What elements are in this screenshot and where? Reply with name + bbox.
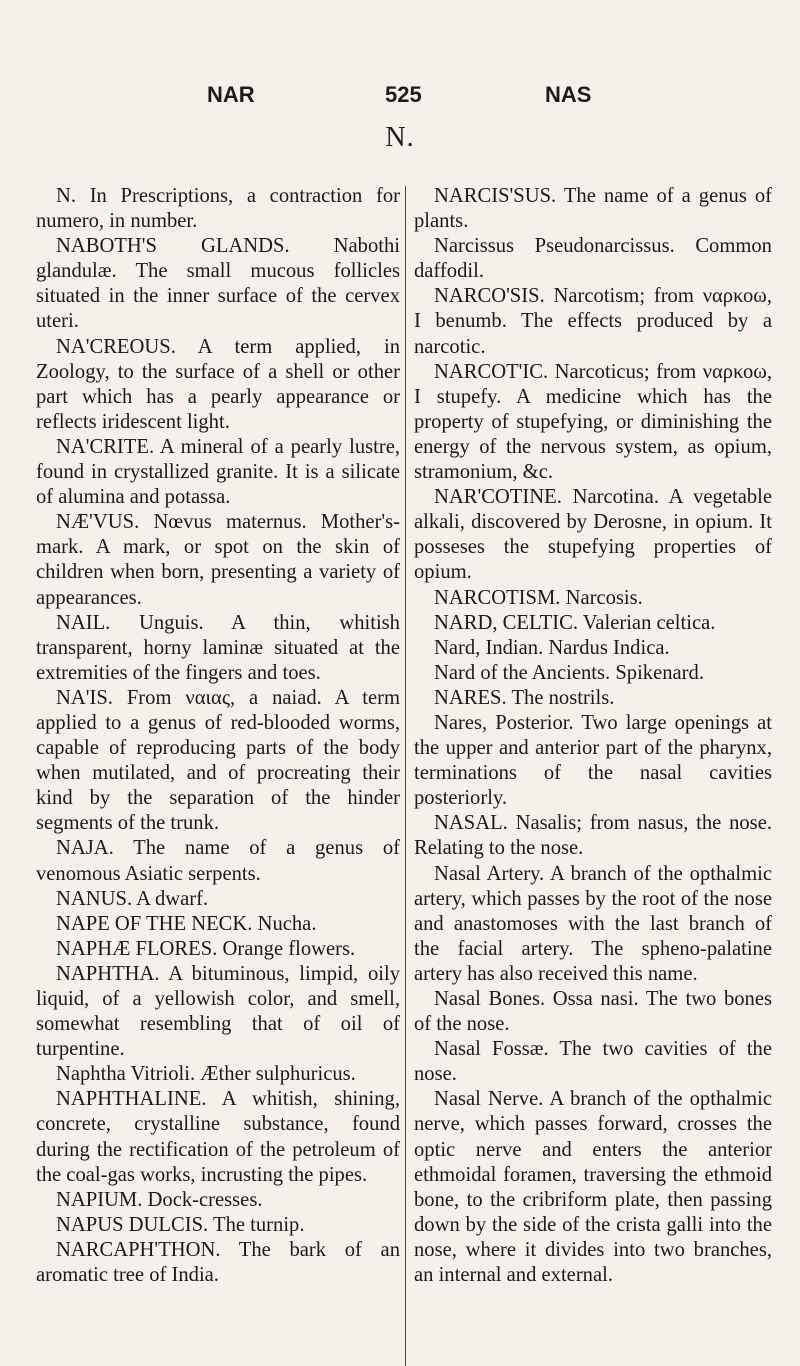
entry-headword: NAPIUM. [56, 1188, 143, 1211]
entry-headword: Nasal Nerve. [434, 1088, 544, 1111]
dictionary-entry [36, 184, 400, 234]
dictionary-entry [36, 1188, 400, 1213]
dictionary-entry [36, 1213, 400, 1238]
running-head-left: NAR [207, 82, 255, 107]
dictionary-entry [414, 811, 772, 861]
entry-headword: NANUS. [56, 887, 133, 910]
entry-definition: The nostrils. [511, 686, 615, 709]
entry-headword: Nard, Indian. [434, 636, 544, 659]
entry-definition: Unguis. A thin, whitish transparent, horny laminæ situated at the extremities of the fingers and toes. [36, 611, 400, 684]
dictionary-entry [36, 234, 400, 334]
entry-definition: Orange flowers. [222, 937, 356, 960]
entry-definition: Ossa nasi. The two bones of the nose. [414, 988, 772, 1036]
dictionary-entry [414, 862, 772, 987]
entry-definition: Spikenard. [615, 661, 704, 684]
entry-headword: NARD, CELTIC. [434, 611, 578, 634]
entry-headword: NÆ'VUS. [56, 511, 140, 534]
entry-definition: A dwarf. [136, 887, 209, 910]
dictionary-entry [36, 611, 400, 686]
entry-definition: The two cavities of the nose. [414, 1038, 772, 1086]
entry-headword: NA'CRITE. [56, 435, 155, 458]
entry-headword: Naphtha Vitrioli. [56, 1063, 196, 1086]
dictionary-entry [36, 510, 400, 610]
dictionary-entry [36, 836, 400, 886]
dictionary-entry [414, 686, 772, 711]
dictionary-entry [414, 184, 772, 234]
dictionary-entry [414, 1037, 772, 1087]
entry-headword: NARCOT'IC. [434, 360, 549, 383]
entry-definition: The bark of an aromatic tree of India. [36, 1238, 400, 1287]
entry-headword: NAPHÆ FLORES. [56, 937, 218, 960]
entry-headword: NARCIS'SUS. [434, 185, 557, 207]
entry-headword: Nard of the Ancients. [434, 661, 611, 684]
entry-definition: In Prescriptions, a contraction for numero, in number. [36, 185, 400, 233]
entry-headword: NAPUS DULCIS. [56, 1213, 209, 1236]
left-column [36, 184, 400, 1288]
dictionary-entry [36, 887, 400, 912]
column-divider [405, 186, 406, 1366]
dictionary-entry [36, 1238, 400, 1288]
right-column [414, 184, 772, 1288]
entry-definition: Narcotina. A vegetable alkali, discovered by Derosne, in opium. It posseses the stupefying properties of opium. [414, 486, 772, 584]
entry-definition: A bituminous, limpid, oily liquid, of a yellowish color, and smell, somewhat resembling that of oil of turpentine. [36, 962, 401, 1061]
dictionary-entry [414, 711, 772, 811]
entry-definition: Narcotism; from ναρκοω, I benumb. The effects produced by a narcotic. [414, 285, 772, 358]
dictionary-entry [414, 234, 772, 284]
entry-headword: NABOTH'S GLANDS. [56, 235, 290, 258]
entry-headword: Nasal Fossæ. [434, 1038, 549, 1061]
entry-definition: Narcoticus; from ναρκοω, I stupefy. A medicine which has the property of stupefying, or diminishing the energy of the nervous system, as opium, stramonium, &c. [414, 360, 772, 484]
entry-headword: Nasal Bones. [434, 988, 546, 1010]
dictionary-entry [36, 937, 400, 962]
entry-headword: NA'CREOUS. [56, 335, 176, 358]
dictionary-entry [414, 586, 772, 611]
page-number: 525 [385, 82, 422, 107]
entry-definition: Nardus Indica. [548, 636, 670, 659]
entry-definition: Narcosis. [565, 586, 643, 609]
dictionary-entry [414, 636, 772, 661]
dictionary-entry [414, 661, 772, 686]
entry-definition: Æther sulphuricus. [200, 1063, 356, 1086]
entry-headword: NASAL. [434, 812, 508, 835]
entry-definition: Nabothi glandulæ. The small mucous follicles situated in the inner surface of the cervex uteri. [36, 235, 400, 333]
section-letter: N. [385, 122, 415, 153]
entry-headword: NAR'COTINE. [434, 486, 562, 509]
dictionary-entry [36, 1087, 400, 1187]
entry-definition: Common daffodil. [414, 235, 772, 283]
entry-headword: NARCO'SIS. [434, 285, 545, 308]
entry-definition: A whitish, shining, concrete, crystalline substance, found during the rectification of the petroleum of the coal-gas works, incrusting the pipes. [36, 1088, 400, 1186]
entry-definition: A term applied, in Zoology, to the surface of a shell or other part which has a pearly appearance or reflects iridescent light. [36, 335, 401, 433]
entry-definition: Two large openings at the upper and anterior part of the pharynx, terminations of the nasal cavities posteriorly. [414, 711, 773, 810]
dictionary-entry [36, 335, 400, 435]
entry-definition: A mineral of a pearly lustre, found in crystallized granite. It is a silicate of alumina and potassa. [36, 435, 400, 509]
entry-definition: Nœvus maternus. Mother's-mark. A mark, or spot on the skin of children when born, presenting a variety of appearances. [36, 511, 400, 609]
running-head [0, 82, 800, 112]
dictionary-entry [414, 611, 772, 636]
entry-headword: Nares, Posterior. [434, 711, 574, 734]
dictionary-entry [36, 686, 400, 837]
entry-definition: Valerian celtica. [582, 611, 716, 634]
entry-definition: Dock-cresses. [147, 1188, 263, 1211]
dictionary-entry [414, 284, 772, 359]
entry-headword: NAPHTHALINE. [56, 1088, 207, 1111]
entry-headword: NARCOTISM. [434, 586, 561, 609]
entry-headword: NA'IS. [56, 686, 113, 709]
entry-definition: The turnip. [212, 1213, 305, 1236]
entry-headword: NAPE OF THE NECK. [56, 912, 253, 935]
entry-headword: NARES. [434, 686, 507, 709]
entry-definition: A branch of the opthalmic nerve, which passes forward, crosses the optic nerve and enters the anterior ethmoidal foramen, traversing the ethmoid bone, to the cribriform plate, then passing down by the side of the crista galli into the nose, where it divides into two branches, an internal and external. [414, 1088, 772, 1287]
dictionary-entry [414, 1087, 772, 1288]
entry-headword: NARCAPH'THON. [56, 1238, 221, 1261]
entry-definition: The name of a genus of plants. [414, 185, 773, 233]
entry-headword: NAPHTHA. [56, 962, 160, 985]
entry-definition: A branch of the opthalmic artery, which passes by the root of the nose and anastomoses with the last branch of the facial artery. The spheno-palatine artery has also received this name. [414, 862, 773, 985]
entry-headword: NAJA. [56, 837, 114, 860]
entry-definition: From ναιας, a naiad. A term applied to a genus of red-blooded worms, capable of reproducing parts of the body when mutilated, and of procreating their kind by the separation of the hinder segments of the trunk. [36, 686, 400, 835]
dictionary-entry [36, 962, 400, 1062]
entry-headword: NAIL. [56, 611, 111, 634]
dictionary-entry [414, 360, 772, 485]
running-head-right: NAS [545, 82, 592, 107]
dictionary-entry [414, 485, 772, 585]
entry-definition: Nasalis; from nasus, the nose. Relating to the nose. [414, 812, 772, 860]
dictionary-entry [36, 1062, 400, 1087]
entry-headword: N. [56, 185, 77, 207]
entry-headword: Narcissus Pseudonarcissus. [434, 235, 675, 258]
entry-definition: The name of a genus of venomous Asiatic serpents. [36, 837, 400, 885]
entry-headword: Nasal Artery. [434, 862, 545, 885]
entry-definition: Nucha. [257, 912, 317, 935]
dictionary-entry [414, 987, 772, 1037]
dictionary-entry [36, 912, 400, 937]
dictionary-entry [36, 435, 400, 510]
